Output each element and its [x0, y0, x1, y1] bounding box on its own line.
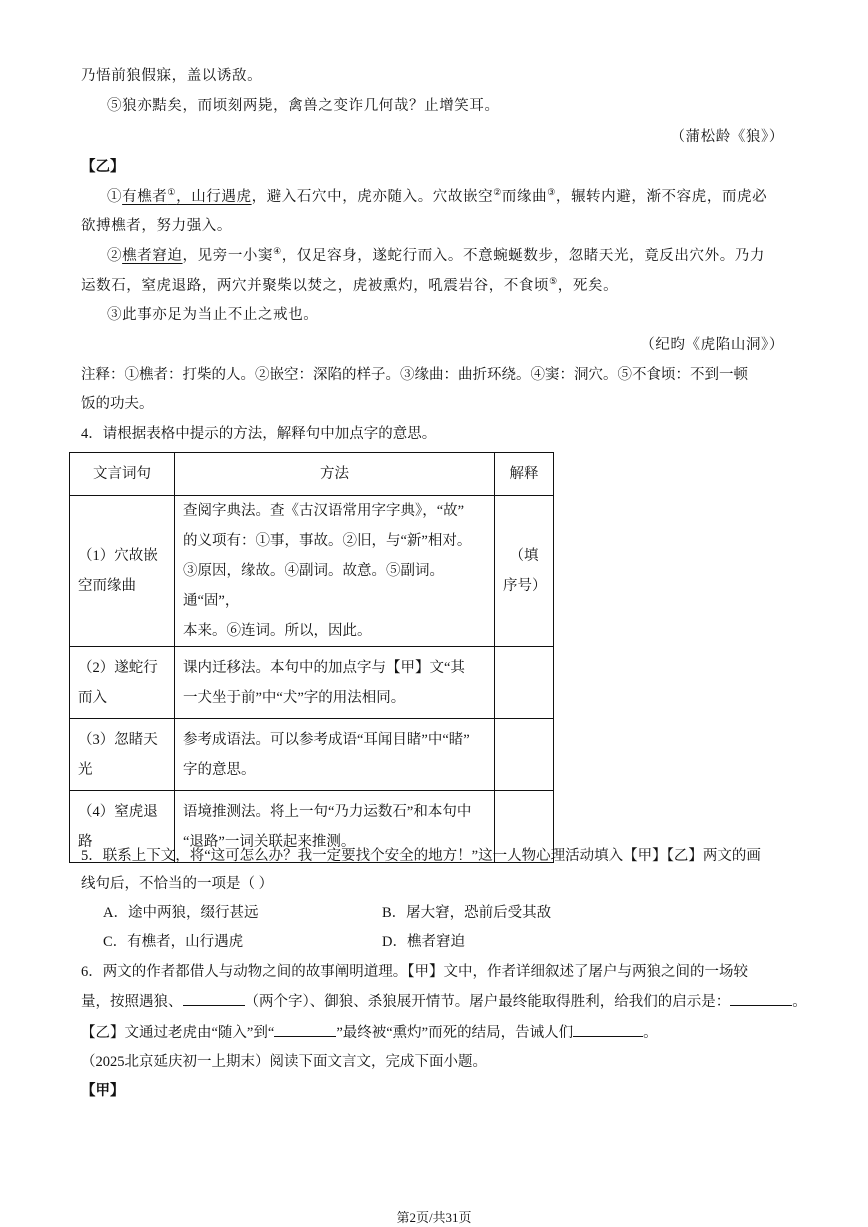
answer-blank[interactable] — [274, 1022, 336, 1037]
method-table — [69, 452, 554, 863]
annotation-line: 注释：①樵者：打柴的人。②嵌空：深陷的样子。③缘曲：曲折环绕。④窦：洞穴。⑤不食顷：不到一顿 — [81, 367, 748, 383]
question-6-line-3: 【乙】文通过老虎由“随入”到“ ”最终被“熏灼”而死的结局，告诫人们 。 — [81, 1022, 658, 1043]
answer-blank[interactable] — [573, 1022, 643, 1037]
table-row — [70, 719, 554, 791]
table-cell: 参考成语法。可以参考成语“耳闻目睹”中“睹” 字的意思。 — [175, 719, 495, 791]
paragraph-2-line-1: ②樵者窘迫，见旁一小窦④，仅足容身，遂蛇行而入。不意蜿蜒数步，忽睹天光，竟反出穴外。乃力 — [107, 247, 765, 264]
answer-cell[interactable] — [495, 647, 554, 719]
table-cell: （4）窒虎退 路 — [70, 791, 175, 863]
table-row — [70, 647, 554, 719]
paragraph-1-line-1: ①有樵者①，山行遇虎，避入石穴中，虎亦随入。穴故嵌空②而缘曲③，辗转内避，渐不容虎，而虎必 — [107, 188, 768, 205]
question-5: 5．联系上下文，将“这可怎么办？我一定要找个安全的地方！”这一人物心理活动填入【甲】【乙】两文的画 — [81, 848, 761, 864]
annotation-line: 饭的功夫。 — [81, 396, 154, 412]
text-line: 乃悟前狼假寐，盖以诱敌。 — [81, 68, 263, 84]
question-5-line-2: 线句后，不恰当的一项是（ ） — [81, 876, 274, 892]
answer-blank[interactable] — [730, 991, 792, 1006]
question-6: 6．两文的作者都借人与动物之间的故事阐明道理。【甲】文中，作者详细叙述了屠户与两狼之间的一场较 — [81, 964, 748, 980]
source-citation: （蒲松龄《狼》） — [670, 129, 784, 145]
table-header: 解释 — [495, 453, 554, 496]
table-cell: （2）遂蛇行 而入 — [70, 647, 175, 719]
paragraph-3: ③此事亦足为当止不止之戒也。 — [107, 307, 319, 323]
table-cell: 查阅字典法。查《古汉语常用字字典》，“故” 的义项有：①事，事故。②旧，与“新”相对。 ③原因，缘故。④副词。故意。⑤副词。通“固”， 本来。⑥连词。所以，因此。 — [175, 496, 495, 647]
table-header: 方法 — [175, 453, 495, 496]
page-number: 第2页/共31页 — [396, 1210, 472, 1225]
question-4: 4．请根据表格中提示的方法，解释句中加点字的意思。 — [81, 426, 437, 442]
option-c[interactable]: C．有樵者，山行遇虎 — [103, 934, 244, 950]
section-label-yi: 【乙】 — [81, 159, 125, 175]
section-label-jia: 【甲】 — [81, 1083, 125, 1099]
table-cell: （3）忽睹天 光 — [70, 719, 175, 791]
table-header-row — [70, 453, 554, 496]
table-cell: 语境推测法。将上一句“乃力运数石”和本句中 “退路”一词关联起来推测。 — [175, 791, 495, 863]
underlined-phrase: 樵者窘迫 — [122, 248, 183, 264]
paragraph-1-line-2: 欲搏樵者，努力强入。 — [81, 218, 232, 234]
text-line: ⑤狼亦黠矣，而顷刻两毙，禽兽之变诈几何哉？止增笑耳。 — [107, 98, 500, 114]
table-cell: 课内迁移法。本句中的加点字与【甲】文“其 一犬坐于前”中“犬”字的用法相同。 — [175, 647, 495, 719]
paragraph-2-line-2: 运数石，窒虎退路，两穴并聚柴以焚之，虎被熏灼，吼震岩谷，不食顷⑤，死矣。 — [81, 277, 619, 294]
table-cell: （1）穴故嵌 空而缘曲 — [70, 496, 175, 647]
option-a[interactable]: A．途中两狼，缀行甚远 — [103, 905, 259, 921]
source-citation: （纪昀《虎陷山洞》） — [640, 337, 784, 353]
option-b[interactable]: B．屠大窘，恐前后受其敌 — [382, 905, 552, 921]
table-row — [70, 496, 554, 647]
option-d[interactable]: D．樵者窘迫 — [382, 934, 465, 950]
answer-cell[interactable] — [495, 719, 554, 791]
question-6-line-2: 量，按照遇狼、 （两个字）、御狼、杀狼展开情节。屠户最终能取得胜利，给我们的启示是： 。 — [81, 991, 807, 1012]
answer-cell[interactable]: （填 序号） — [495, 496, 554, 647]
table-header: 文言词句 — [70, 453, 175, 496]
underlined-phrase: 有樵者①，山行遇虎 — [122, 188, 252, 205]
answer-blank[interactable] — [183, 991, 245, 1006]
reading-source: （2025北京延庆初一上期末）阅读下面文言文，完成下面小题。 — [81, 1054, 487, 1070]
